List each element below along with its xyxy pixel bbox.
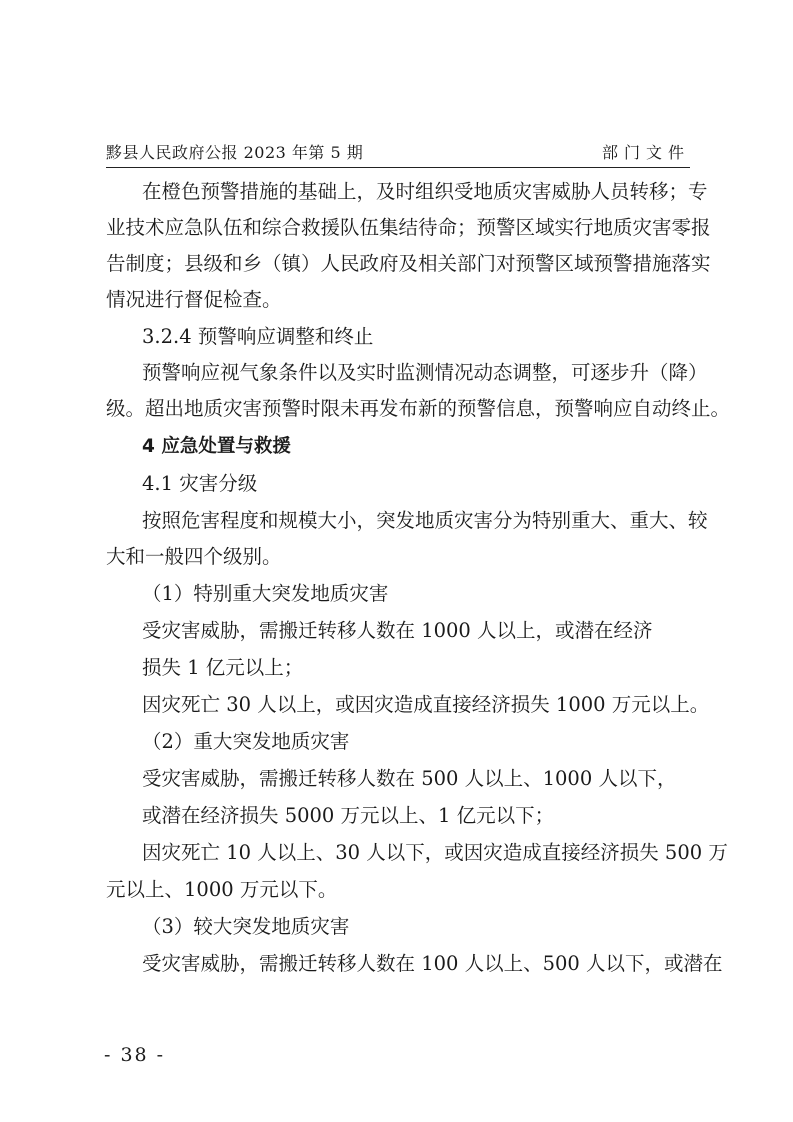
paragraph-line: 因灾死亡 30 人以上，或因灾造成直接经济损失 1000 万元以上。 (142, 693, 710, 716)
running-header (106, 140, 690, 168)
subsection-heading: 3.2.4 预警响应调整和终止 (142, 325, 374, 348)
paragraph-line: 因灾死亡 10 人以上、30 人以下，或因灾造成直接经济损失 500 万 (142, 841, 728, 864)
paragraph-line: 受灾害威胁，需搬迁转移人数在 100 人以上、500 人以下，或潜在 (142, 952, 723, 975)
paragraph-line: 或潜在经济损失 5000 万元以上、1 亿元以下； (142, 804, 555, 827)
paragraph-line: 按照危害程度和规模大小，突发地质灾害分为特别重大、重大、较 (142, 509, 708, 532)
page-number: - 38 - (104, 1044, 166, 1066)
paragraph-line: 受灾害威胁，需搬迁转移人数在 500 人以上、1000 人以下， (142, 767, 677, 790)
subsection-heading: 4.1 灾害分级 (142, 472, 258, 495)
gazette-issue-title: 黟县人民政府公报 2023 年第 5 期 (106, 143, 364, 162)
paragraph-line: 级。超出地质灾害预警时限未再发布新的预警信息，预警响应自动终止。 (106, 397, 731, 420)
paragraph-line: 告制度；县级和乡（镇）人民政府及相关部门对预警区域预警措施落实 (106, 252, 711, 275)
paragraph-line: 损失 1 亿元以上； (142, 656, 304, 679)
paragraph-line: 情况进行督促检查。 (106, 288, 282, 311)
paragraph-line: 大和一般四个级别。 (106, 545, 282, 568)
list-heading: （2）重大突发地质灾害 (142, 730, 350, 753)
list-heading: （3）较大突发地质灾害 (142, 915, 350, 938)
section-heading: 4 应急处置与救援 (142, 436, 291, 457)
section-label: 部门文件 (601, 143, 690, 162)
paragraph-line: 受灾害威胁，需搬迁转移人数在 1000 人以上，或潜在经济 (142, 619, 653, 642)
paragraph-line: 元以上、1000 万元以下。 (106, 878, 338, 901)
list-heading: （1）特别重大突发地质灾害 (142, 582, 389, 605)
paragraph-line: 在橙色预警措施的基础上，及时组织受地质灾害威胁人员转移；专 (142, 180, 708, 203)
paragraph-line: 业技术应急队伍和综合救援队伍集结待命；预警区域实行地质灾害零报 (106, 216, 711, 239)
paragraph-line: 预警响应视气象条件以及实时监测情况动态调整，可逐步升（降） (142, 361, 708, 384)
header-divider (106, 167, 690, 168)
